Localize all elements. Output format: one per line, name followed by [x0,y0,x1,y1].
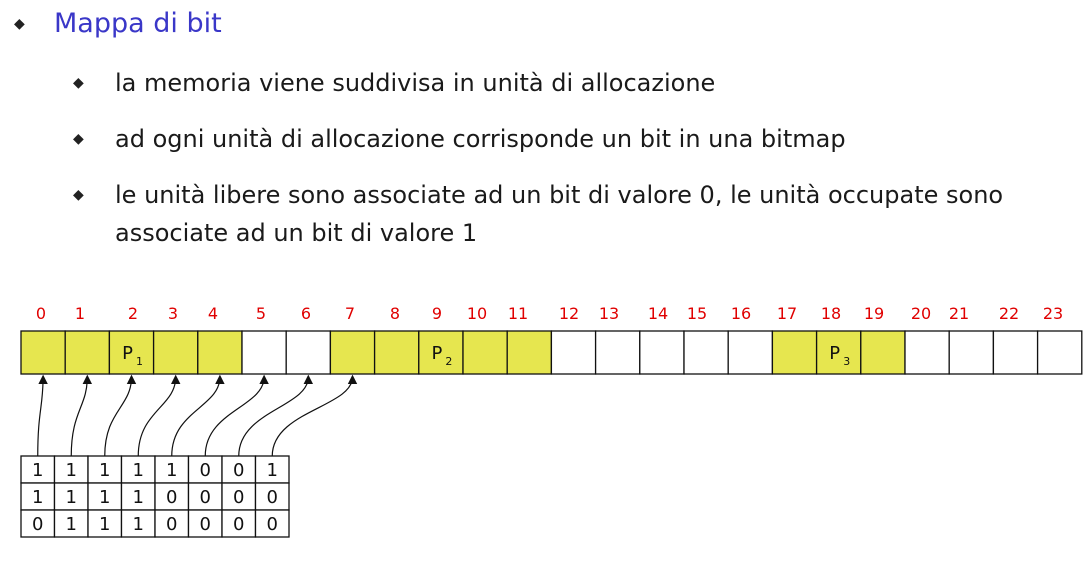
bitmap-bit: 1 [99,487,111,508]
bitmap-bit: 1 [32,460,44,481]
memory-unit-label: 21 [948,304,970,323]
memory-cell-occupied [861,331,905,374]
process-label: P [122,343,133,364]
memory-unit-label: 7 [344,304,356,323]
process-label: P [431,343,443,364]
bitmap-bit: 1 [65,487,77,508]
memory-unit-label: 12 [558,304,580,323]
memory-unit-label: 4 [207,304,219,323]
memory-cell-occupied [154,331,198,374]
bitmap-bit: 0 [199,514,211,535]
memory-cell-occupied [198,331,242,374]
bitmap-arrow [38,377,43,456]
memory-unit-label: 14 [647,304,669,323]
memory-cell-free [640,331,684,374]
bullet-dot-icon: ◆ [73,187,84,203]
bullet-dot-icon: ◆ [14,15,25,32]
bitmap-bit: 1 [99,514,111,535]
memory-cell-occupied [330,331,374,374]
memory-unit-label: 16 [730,304,752,323]
bitmap-bit: 0 [166,487,178,508]
process-label-subscript: 1 [136,355,143,368]
bitmap-bit: 1 [266,460,278,481]
memory-cell-free [286,331,330,374]
bitmap-bit: 0 [233,514,245,535]
memory-unit-label: 11 [507,304,529,323]
bitmap-bit: 1 [65,460,77,481]
bitmap-bit: 0 [199,487,211,508]
memory-unit-label: 20 [910,304,932,323]
bullet-text: le unità libere sono associate ad un bit di valore 0, le unità occupate sono associate ad un bit di valore 1 [115,181,1004,247]
memory-cell-free [728,331,772,374]
memory-cell-occupied [507,331,551,374]
bitmap-bit: 1 [166,460,178,481]
memory-cell-free [242,331,286,374]
memory-cell-free [596,331,640,374]
memory-unit-label: 6 [300,304,312,323]
bitmap-arrow [205,377,264,456]
memory-cell-free [1038,331,1082,374]
bitmap-bit: 0 [166,514,178,535]
memory-cell-occupied [772,331,816,374]
bitmap-bit: 0 [233,487,245,508]
bitmap-bit: 0 [199,460,211,481]
bitmap-arrow [239,377,309,456]
bitmap-bit: 1 [132,460,144,481]
memory-unit-label: 23 [1042,304,1064,323]
memory-unit-label: 9 [431,304,443,323]
bullet-text: ad ogni unità di allocazione corrisponde un bit in una bitmap [115,125,846,153]
bitmap-arrow [105,377,132,456]
slide-title: Mappa di bit [54,8,222,39]
memory-unit-label: 1 [74,304,86,323]
memory-unit-label: 18 [820,304,842,323]
bitmap-bit: 1 [99,460,111,481]
bitmap-arrow [172,377,220,456]
memory-unit-label: 2 [127,304,139,323]
process-label: P [829,343,841,364]
memory-cell-free [684,331,728,374]
bullet-text: la memoria viene suddivisa in unità di allocazione [115,69,716,97]
process-label-subscript: 2 [445,355,453,368]
memory-unit-label: 3 [167,304,179,323]
memory-unit-label: 22 [998,304,1020,323]
memory-unit-label: 8 [389,304,401,323]
memory-unit-label: 17 [776,304,798,323]
bitmap-bit: 1 [132,487,144,508]
memory-unit-label: 10 [466,304,488,323]
memory-cell-occupied [21,331,65,374]
bitmap-bit: 1 [132,514,144,535]
bitmap-bit: 0 [266,514,278,535]
bitmap-bit: 0 [233,460,245,481]
bitmap-arrow [138,377,175,456]
memory-unit-label: 15 [686,304,708,323]
bitmap-bit: 0 [32,514,44,535]
memory-cell-occupied [375,331,419,374]
memory-cell-free [905,331,949,374]
bullet-dot-icon: ◆ [73,75,84,91]
bitmap-bit: 1 [65,514,77,535]
memory-cell-free [993,331,1037,374]
bitmap-arrow [272,377,352,456]
process-label-subscript: 3 [843,355,851,368]
bitmap-bit: 0 [266,487,278,508]
bitmap-arrow [71,377,87,456]
bitmap-bit: 1 [32,487,44,508]
memory-cell-free [551,331,595,374]
memory-unit-label: 13 [598,304,620,323]
memory-unit-label: 0 [35,304,47,323]
memory-cell-free [949,331,993,374]
memory-cell-occupied [463,331,507,374]
memory-cell-occupied [65,331,109,374]
memory-unit-label: 5 [255,304,267,323]
bullet-dot-icon: ◆ [73,131,84,147]
memory-unit-label: 19 [863,304,885,323]
